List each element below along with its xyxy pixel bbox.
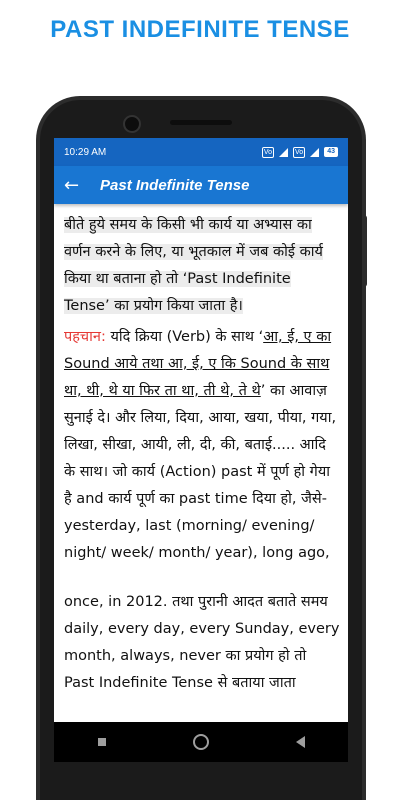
promo-title: PAST INDEFINITE TENSE xyxy=(50,16,350,43)
app-bar-title: Past Indefinite Tense xyxy=(100,176,250,194)
identification-text-a: यदि क्रिया (Verb) के साथ ‘ xyxy=(105,329,264,345)
phone-bottom-bezel xyxy=(40,762,362,800)
phone-screen xyxy=(54,138,348,722)
app-bar xyxy=(54,166,348,204)
examples-text: once, in 2012. तथा पुरानी आदत बताते समय daily, every day, every Sunday, every month, always, never का प्रयोग हो तो Past Indefinite Tense से बताया जाता xyxy=(64,594,340,691)
identification-text-b: ’ का आवाज़ सुनाई दे। और लिया, दिया, आया, खया, पीया, गया, लिखा, सीखा, आयी, ली, दी, की, बताई..... आदि के साथ। जो कार्य (Action) past में पूर्ण हो गेया है and कार्य पूर्ण का past time दिया हो, जैसे- yesterday, last (morning/ evening/ night/ week/ month/ year), long ago, xyxy=(64,383,337,561)
phone-side-button xyxy=(362,215,367,287)
arrow-back-icon[interactable]: ← xyxy=(64,174,80,196)
earpiece-speaker xyxy=(170,120,232,125)
status-icons xyxy=(262,147,338,158)
home-icon[interactable] xyxy=(193,734,209,750)
identification-paragraph xyxy=(64,324,340,567)
signal-icon-2 xyxy=(310,148,319,157)
volte-icon-2: Vo xyxy=(295,148,304,156)
identification-underlined: आ, ई, ए का Sound आये तथा आ, ई, ए कि Sound के साथ था, थी, थे या फिर ता था, ती थे, ते थे xyxy=(64,329,332,399)
identification-label: पहचान: xyxy=(64,329,106,345)
examples-paragraph xyxy=(64,589,340,697)
intro-paragraph xyxy=(64,212,340,320)
signal-icon xyxy=(279,148,288,157)
status-time: 10:29 AM xyxy=(64,146,107,158)
intro-text: बीते हुये समय के किसी भी कार्य या अभ्यास का वर्णन करने के लिए, या भूतकाल में जब कोई कार्य किया था बताना हो तो ‘Past Indefinite Tense’ का प्रयोग किया जाता है। xyxy=(64,217,323,314)
spacer xyxy=(64,567,340,589)
back-icon[interactable] xyxy=(296,736,305,748)
front-camera xyxy=(123,115,141,133)
navigation-bar xyxy=(54,722,348,762)
status-bar xyxy=(54,138,348,166)
lesson-content xyxy=(54,204,348,697)
battery-icon: 43 xyxy=(324,147,338,157)
volte-icon: Vo xyxy=(263,148,273,156)
recents-icon[interactable] xyxy=(98,738,106,746)
